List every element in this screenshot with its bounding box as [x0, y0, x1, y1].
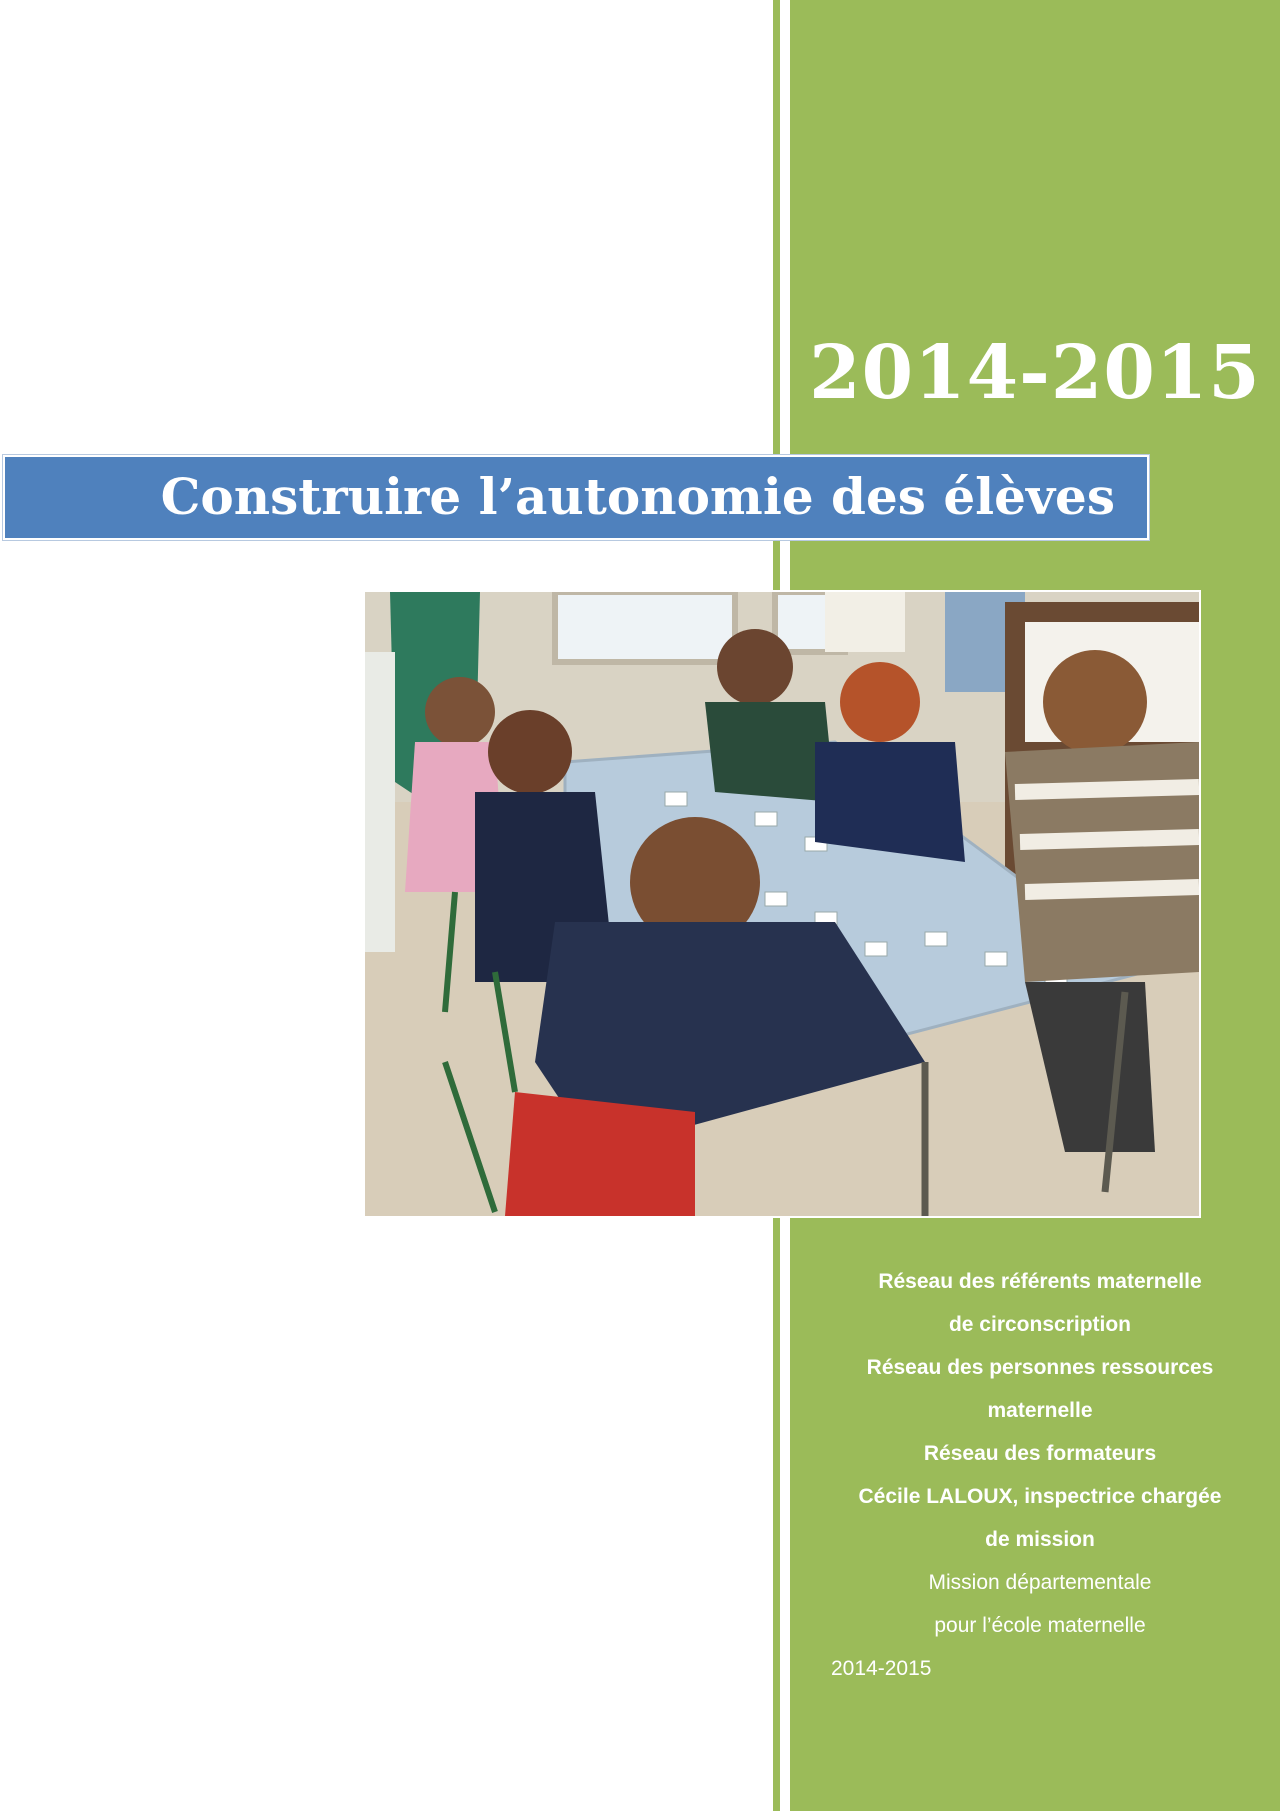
credit-line: Mission départementale: [928, 1571, 1152, 1594]
document-title: Construire l’autonomie des élèves: [160, 467, 1115, 526]
classroom-children-at-table-icon: [365, 592, 1199, 1216]
credit-line: Réseau des formateurs: [923, 1442, 1157, 1465]
credit-line: pour l’école maternelle: [934, 1614, 1146, 1637]
credits-block: [820, 1260, 1260, 1690]
credit-date: 2014-2015: [831, 1657, 932, 1680]
credit-line: Réseau des référents maternelle: [878, 1270, 1202, 1293]
cover-year: 2014-2015: [809, 330, 1261, 416]
credit-line: Réseau des personnes ressources: [866, 1356, 1214, 1379]
credit-line: de circonscription: [948, 1313, 1132, 1336]
credit-line: de mission: [985, 1528, 1095, 1551]
credit-line: Cécile LALOUX, inspectrice chargée: [858, 1485, 1222, 1508]
cover-photo: [363, 590, 1201, 1218]
title-banner: [3, 455, 1149, 540]
credit-line: maternelle: [987, 1399, 1093, 1422]
